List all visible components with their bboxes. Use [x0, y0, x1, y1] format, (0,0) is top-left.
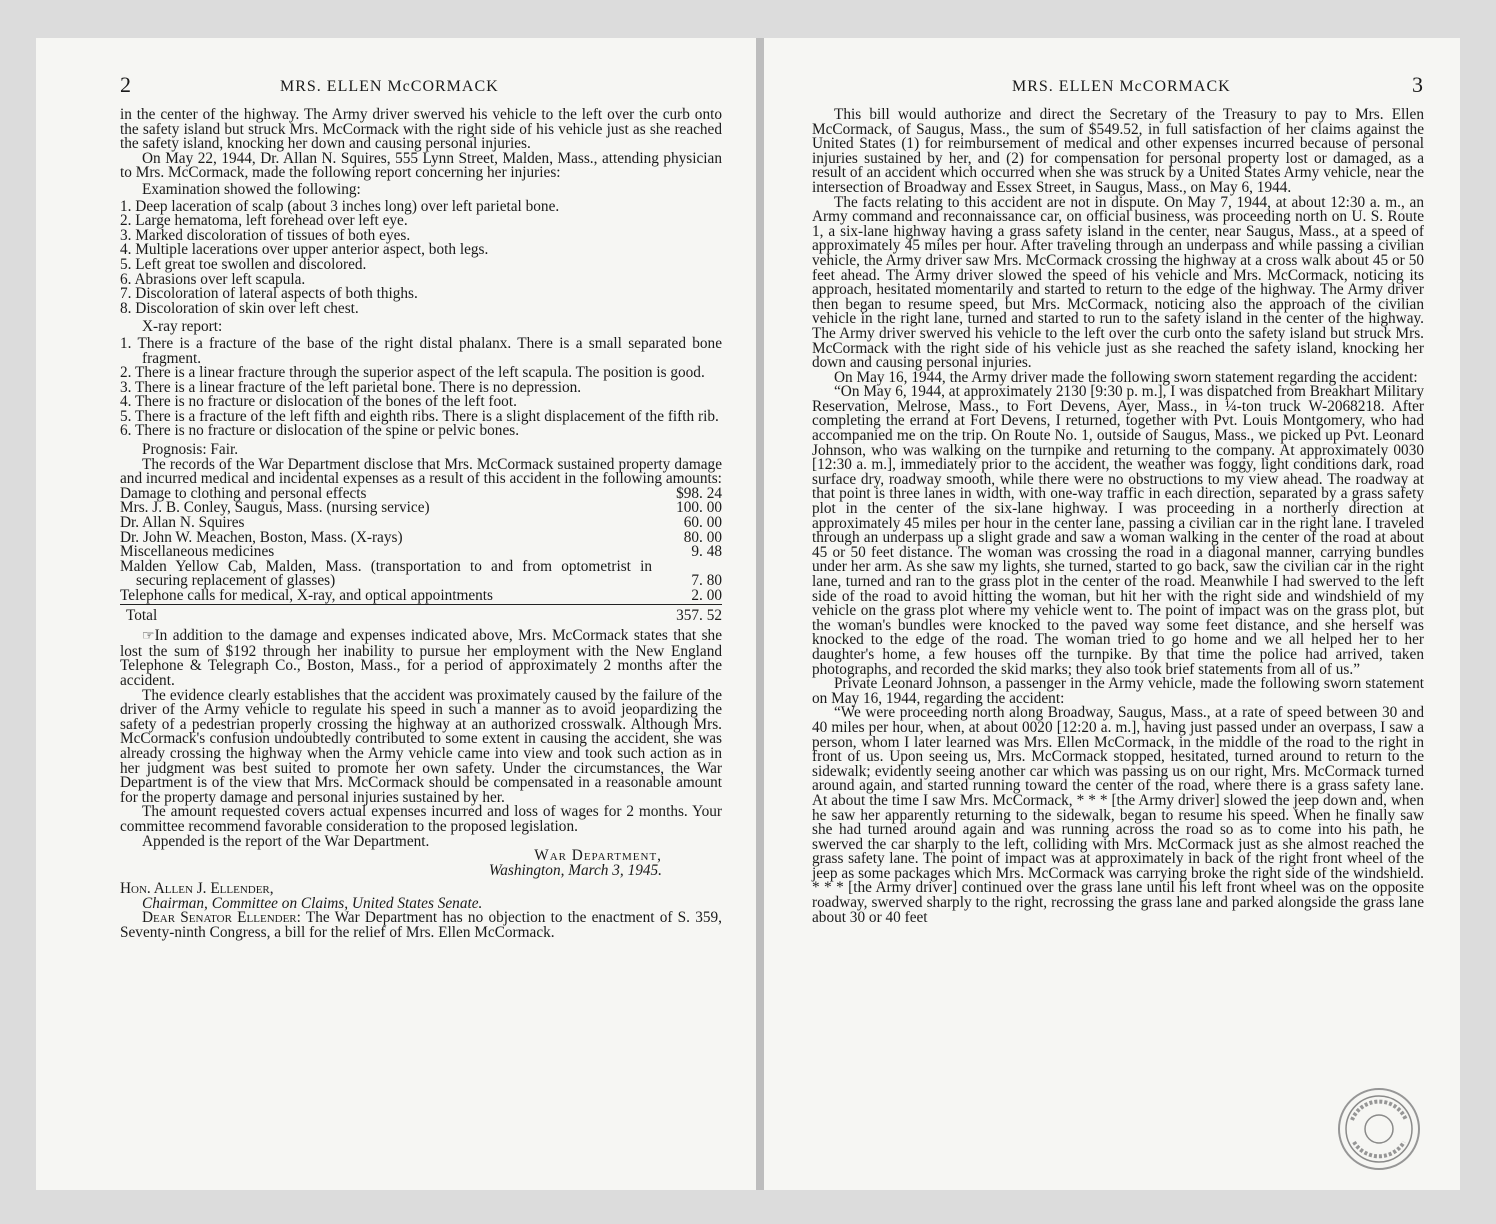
running-head [120, 72, 722, 108]
prognosis: Prognosis: Fair. [142, 441, 239, 459]
paragraph: The facts relating to this accident are not in dispute. On May 7, 1944, at about 12:30 a. m., an Army command and reconnaissance car, on official business, was proceeding north on U. S. Route 1, a six-lane highway having a grass safety island in the center, near Saugus, Mass., at a speed of approximately 45 miles per hour. After traveling through an underpass and while passing a civilian vehicle, the Army driver saw Mrs. McCormack crossing the highway at a cross walk about 45 or 50 feet ahead. The Army driver slowed the speed of his vehicle and Mrs. McCormack, noticing its approach, hesitated momentarily and started to return to the edge of the highway. The Army driver then began to resume speed, but Mrs. McCormack, noticing also the approach of the civilian vehicle in the right lane, turned and started to run to the safety island in the center of the highway. The Army driver swerved his vehicle to the left over the curb onto the safety island but struck Mrs. McCormack with the right side of his vehicle just as she reached the safety island, knocking her down and causing personal injuries. [812, 193, 1424, 372]
expense-desc: Malden Yellow Cab, Malden, Mass. (transportation to and from optometrist in securing replacement of glasses) [120, 557, 652, 590]
list-item: 3. There is a linear fracture of the left parietal bone. There is no depression. [120, 378, 582, 396]
total-amount: 357. 52 [652, 604, 722, 623]
list-item: 1. There is a fracture of the base of the right distal phalanx. There is a small separated bone fragment. [120, 334, 722, 367]
running-head [812, 72, 1424, 108]
expense-desc: Miscellaneous medicines [120, 543, 275, 561]
page-number: 2 [120, 72, 132, 97]
list-item: 4. There is no fracture or dislocation of the bones of the left foot. [120, 393, 517, 411]
paragraph: The records of the War Department disclose that Mrs. McCormack sustained property damage and incurred medical and incidental expenses as a result of this accident in the following amounts: [120, 455, 722, 488]
expense-amount: 7. 80 [691, 572, 722, 590]
total-label: Total [120, 604, 652, 623]
page-gutter [756, 38, 764, 1190]
table-row [120, 589, 722, 604]
paragraph: “We were proceeding north along Broadway, Saugus, Mass., at a rate of speed between 30 and 40 miles per hour, when, at about 0020 [12:20 a. m.], having just passed under an overpass, I saw a person, whom I later learned was Mrs. Ellen McCormack, in the middle of the road to the right in front of us. Upon seeing us, Mrs. McCormack stopped, hesitated, turned around to return to the sidewalk; evidently seeing another car which was passing us on our right, Mrs. McCormack turned around again, and started running toward the center of the road, where there is a grass safety lane. At about the time I saw Mrs. McCormack, * * * [the Army driver] slowed the jeep down and, when he saw her apparently returning to the sidewalk, began to resume his speed. When he finally saw she had turned around again and was running across the road so as to come into his path, he swerved the car sharply to the left, colliding with Mrs. McCormack just as she almost reached the grass safety lane. The point of impact was at approximately in back of the right front wheel of the jeep as some packages which Mrs. McCormack was carrying broke the right side of the windshield. * * * [the Army driver] continued over the grass lane until his left front wheel was on the opposite roadway, swerved sharply to the right, recrossing the grass lane and parked alongside the grass lane about 30 or 40 feet [812, 704, 1424, 926]
list-item: 3. Marked discoloration of tissues of both eyes. [120, 226, 411, 244]
salutation: Dear Senator Ellender: [142, 909, 301, 927]
sig-place: Washington, March 3, 1945. [488, 861, 662, 879]
paragraph-text: In addition to the damage and expenses indicated above, Mrs. McCormack states that she lost the sum of $192 through her inability to pursue her employment with the New England Telephone & Telegraph Co., Boston, Mass., for a period of approximately 2 months after the accident. [120, 627, 722, 689]
paragraph [120, 911, 722, 940]
expense-desc: Dr. John W. Meachen, Boston, Mass. (X-rays) [120, 528, 403, 546]
addressee-name: Hon. Allen J. Ellender, [120, 880, 274, 898]
list-item: 5. Left great toe swollen and discolored. [120, 255, 367, 273]
list-item: 6. There is no fracture or dislocation of the spine or pelvic bones. [120, 422, 520, 440]
paragraph: On May 22, 1944, Dr. Allan N. Squires, 555 Lynn Street, Malden, Mass., attending physician to Mrs. McCormack, made the following report concerning her injuries: [120, 149, 722, 182]
paragraph: The amount requested covers actual expenses incurred and loss of wages for 2 months. Your committee recommend favorable consideration to the proposed legislation. [120, 803, 722, 835]
expense-desc: Damage to clothing and personal effects [120, 484, 367, 502]
page-number: 3 [1412, 72, 1424, 97]
archive-stamp [1338, 1088, 1420, 1170]
total-row [120, 604, 722, 623]
list-item: 7. Discoloration of lateral aspects of both thighs. [120, 285, 418, 303]
list-item: 6. Abrasions over left scapula. [120, 270, 306, 288]
expense-amount: 9. 48 [691, 543, 722, 561]
nara-seal-icon [1340, 1090, 1418, 1168]
signature-block [120, 849, 722, 878]
pointing-hand-icon: ☞ [142, 629, 155, 645]
expense-desc: Telephone calls for medical, X-ray, and optical appointments [120, 587, 494, 604]
right-body [812, 108, 1424, 925]
expense-amount: 60. 00 [683, 514, 722, 532]
expense-amount: 100. 00 [676, 499, 722, 517]
addressee [120, 882, 722, 911]
list-item: 5. There is a fracture of the left fifth and eighth ribs. There is a slight displacement of the fifth rib. [120, 407, 719, 425]
list-item: 4. Multiple lacerations over upper anterior aspect, both legs. [120, 241, 489, 259]
exam-label: Examination showed the following: [142, 180, 361, 198]
xray-list [120, 334, 722, 440]
paragraph: On May 16, 1944, the Army driver made the following sworn statement regarding the accident: [834, 368, 1418, 386]
paragraph-text: The War Department has no objection to the enactment of S. 359, Seventy-ninth Congress, a bill for the relief of Mrs. Ellen McCormack. [120, 909, 722, 942]
paragraph: “On May 6, 1944, at approximately 2130 [9:30 p. m.], I was dispatched from Breakhart Military Reservation, Melrose, Mass., to Fort Devens, Ayer, Mass., in ¼-ton truck W-2068218. After completing the errand at Fort Devens, I returned, together with Pvt. Louis Montgomery, who had accompanied me on the trip. On Route No. 1, outside of Saugus, Mass., we picked up Pvt. Leonard Johnson, who was walking on the turnpike and returning to the company. At approximately 0030 [12:30 a. m.], immediately prior to the accident, the weather was foggy, light conditions dark, road surface dry, roadway smooth, while there were no obstructions to my view ahead. The roadway at that point is three lanes in width, with one-way traffic in each direction, separated by a grass safety plot in the center of the six-lane highway. I was proceeding in a northerly direction at approximately 45 miles per hour in the center lane, passing a civilian car in the right lane. I traveled through an underpass up a slight grade and saw a woman walking in the center of the road at about 45 or 50 feet distance. The woman was crossing the road in a diagonal manner, carrying bundles under her arm. As she saw my lights, she turned, started to go back, saw the civilian car in the right lane, turned and ran to the grass plot in the center of the road. Meanwhile I had swerved to the left side of the road to avoid hitting the woman, but hit her with the right side and windshield of my vehicle on the grass plot where my vehicle went to. The point of impact was on the grass plot, but the woman's bundles were knocked to the paved way some feet distance, and she herself was knocked to the edge of the road. The woman tried to go home and we all helped her to her daughter's home, a few houses off the turnpike. By that time the police had arrived, taken photographs, and recorded the skid marks; they also took brief statements from all of us.” [812, 383, 1424, 678]
expense-amount: 2. 00 [691, 587, 722, 604]
expense-amount: 80. 00 [683, 528, 722, 546]
list-item: 2. Large hematoma, left forehead over left eye. [120, 212, 408, 230]
left-body [120, 108, 722, 941]
right-page [764, 38, 1460, 1190]
expense-desc: Mrs. J. B. Conley, Saugus, Mass. (nursing service) [120, 499, 430, 517]
xray-label: X-ray report: [142, 318, 223, 336]
sig-dept: War Department, [534, 847, 662, 865]
exam-list [120, 197, 722, 317]
left-page [36, 38, 756, 1190]
paragraph [120, 629, 722, 688]
paragraph: in the center of the highway. The Army driver swerved his vehicle to the left over the curb onto the safety island but struck Mrs. McCormack with the right side of his vehicle just as she reached the safety island, knocking her down and causing personal injuries. [120, 106, 722, 153]
paragraph: The evidence clearly establishes that the accident was proximately caused by the failure of the driver of the Army vehicle to regulate his speed in such a manner as to avoid jeopardizing the safety of a pedestrian properly crossing the highway at an authorized crosswalk. Although Mrs. McCormack's confusion undoubtedly contributed to some extent in causing the accident, she was already crossing the highway when the Army vehicle came into view and took such action as in her judgment was best suited to promote her own safety. Under the circumstances, the War Department is of the view that Mrs. McCormack should be compensated in a reasonable amount for the property damage and personal injuries sustained by her. [120, 686, 722, 806]
list-item: 1. Deep laceration of scalp (about 3 inches long) over left parietal bone. [120, 197, 560, 215]
expense-amount: $98. 24 [676, 484, 722, 502]
running-title: MRS. ELLEN McCORMACK [1012, 78, 1231, 95]
paragraph: Appended is the report of the War Department. [142, 832, 430, 850]
list-item: 8. Discoloration of skin over left chest. [120, 299, 359, 317]
list-item: 2. There is a linear fracture through the superior aspect of the left scapula. The position is good. [120, 364, 705, 382]
addressee-title: Chairman, Committee on Claims, United States Senate. [142, 894, 483, 912]
running-title: MRS. ELLEN McCORMACK [280, 78, 499, 95]
table-row [120, 560, 722, 589]
expense-desc: Dr. Allan N. Squires [120, 514, 245, 532]
paragraph: This bill would authorize and direct the Secretary of the Treasury to pay to Mrs. Ellen McCormack, of Saugus, Mass., the sum of $549.52, in full satisfaction of her claims against the United States (1) for reimbursement of medical and other expenses incurred because of personal injuries sustained by her, and (2) for compensation for personal property lost or damaged, as a result of an accident which occurred when she was struck by a United States Army vehicle, near the intersection of Broadway and Essex Street, in Saugus, Mass., on May 6, 1944. [812, 106, 1424, 196]
expense-table [120, 484, 722, 624]
paragraph: Private Leonard Johnson, a passenger in the Army vehicle, made the following sworn statement on May 16, 1944, regarding the accident: [812, 675, 1424, 707]
